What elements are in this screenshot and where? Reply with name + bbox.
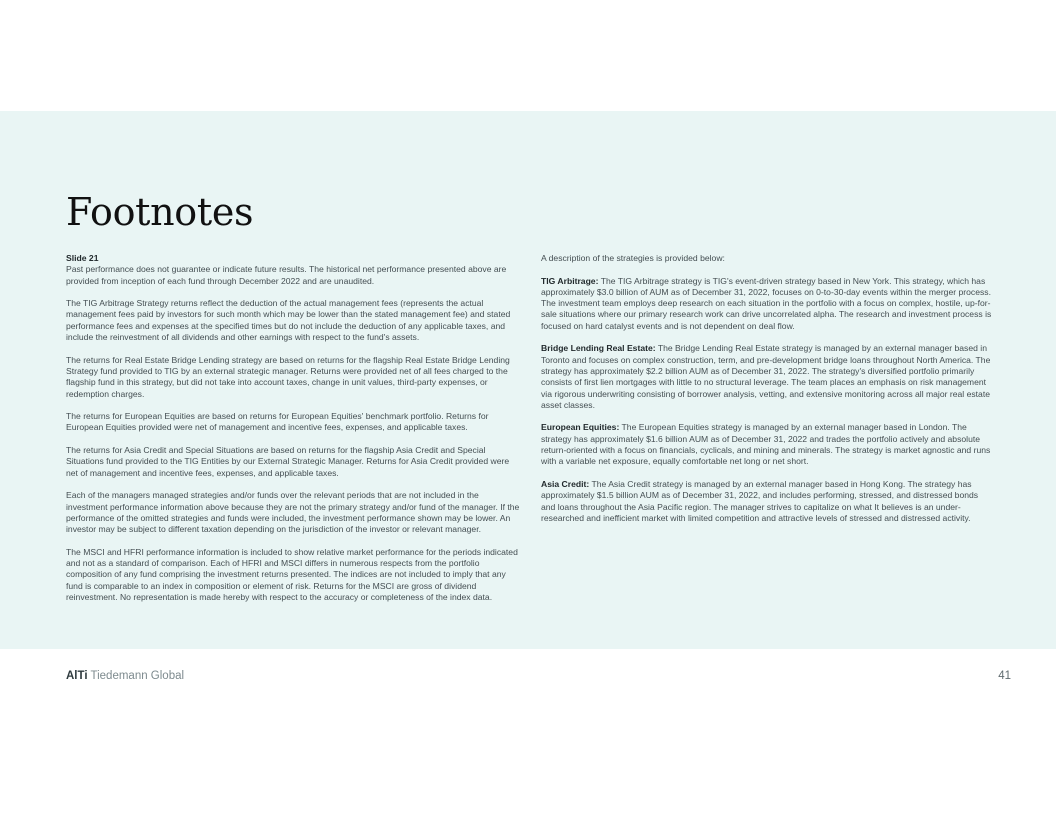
strategy-description: The TIG Arbitrage strategy is TIG's event-driven strategy based in New York. This strategy, which has approximately $3.0 billion of AUM as of December 31, 2022, focuses on 0-to-30-day events within the merger process. The investment team employs deep research on each situation in the portfolio with a focus on complex, hostile, up-for-sale situations where our primary research work can drive uncorrelated alpha. The research and investment process is focused on hard catalyst events and is not dependent on deal flow. [541, 275, 992, 331]
page-number: 41 [998, 670, 1011, 682]
strategy-term: TIG Arbitrage: [541, 275, 599, 286]
brand-name-rest: Tiedemann Global [87, 670, 185, 682]
strategy-term: European Equities: [541, 422, 620, 433]
strategy-tig-arbitrage [541, 276, 994, 332]
strategy-term: Bridge Lending Real Estate: [541, 343, 656, 354]
footnote-paragraph: The returns for Real Estate Bridge Lending strategy are based on returns for the flagship Real Estate Bridge Lending Strategy fund provided to TIG by an external strategic manager. Returns were provided net of all fees charged to the flagship fund in this strategy, but did not take into account taxes, change in unit values, third-party expenses, or redemption charges. [66, 354, 510, 399]
footnote-paragraph: The TIG Arbitrage Strategy returns reflect the deduction of the actual management fees (represents the actual management fees paid by investors for such month which may be lower than the stated management fee) and stated performance fees and expenses at the specified times but do not include the deduction of any applicable taxes, and include the reinvestment of all dividends and other earnings with respect to the fund's assets. [66, 298, 511, 343]
footnote-paragraph: The returns for European Equities are based on returns for European Equities' benchmark portfolio. Returns for European Equities provided were net of management and incentive fees, expenses, and applicable taxes. [66, 411, 489, 433]
strategy-description: The Bridge Lending Real Estate strategy is managed by an external manager based in Toronto and focuses on complex construction, term, and pre-development bridge loans throughout North America. The strategy has approximately $2.2 billion AUM as of December 31, 2022. The strategy's diversified portfolio primarily consists of first lien mortgages with little to no structural leverage. The team places an emphasis on risk management via rigorous underwriting consisting of borrower analysis, vetting, and extensive monitoring across all major real estate asset classes. [541, 343, 991, 410]
strategy-bridge-lending [541, 343, 994, 411]
strategy-description: The European Equities strategy is managed by an external manager based in London. The strategy has approximately $1.6 billion AUM as of December 31, 2022 and trades the portfolio actively and absolute return-oriented with a focus on financials, cyclicals, and mining and minerals. The strategy is market agnostic and runs with a variable net exposure, equally comfortable net long or net short. [541, 422, 991, 467]
strategy-asia-credit [541, 479, 994, 524]
right-strategies-column [541, 253, 994, 535]
strategy-european-equities [541, 422, 994, 467]
footnote-paragraph: Each of the managers managed strategies and/or funds over the relevant periods that are not included in the investment performance information above because they are not the primary strategy and/or fund of the manager. If the performance of the omitted strategies and funds were included, the investment performance shown may be lower. An investor may be subject to different taxation depending on the jurisdiction of the investor or relevant manager. [66, 490, 520, 535]
footer-brand [66, 670, 184, 682]
footnote-paragraph: The returns for Asia Credit and Special Situations are based on returns for the flagship Asia Credit and Special Situations fund provided to the TIG Entities by our External Strategic Manager. Returns for Asia Credit provided were net of management and incentive fees, expenses, and applicable taxes. [66, 445, 510, 478]
strategy-description: The Asia Credit strategy is managed by an external manager based in Hong Kong. The strategy has approximately $1.5 billion AUM as of December 31, 2022, and includes performing, stressed, and distressed bonds and loans throughout the Asia Pacific region. The manager strives to capitalize on what It believes is an under-researched and inefficient market with limited competition and attractive levels of stressed and distressed activity. [541, 478, 979, 523]
footnote-paragraph: The MSCI and HFRI performance information is included to show relative market performance for the periods indicated and not as a standard of comparison. Each of HFRI and MSCI differs in numerous respects from the portfolio composition of any fund comprising the investment returns presented. The indices are not included to imply that any fund is comparable to an index in composition or element of risk. Returns for the MSCI are gross of dividend reinvestment. No representation is made hereby with respect to the accuracy or completeness of the index data. [66, 546, 518, 602]
brand-name-bold: AlTi [66, 670, 88, 682]
strategies-intro: A description of the strategies is provided below: [541, 253, 725, 263]
left-footnotes-column [66, 253, 521, 615]
slide-reference [66, 253, 521, 287]
slide-label: Slide 21 [66, 253, 99, 263]
page-title: Footnotes [66, 190, 254, 234]
strategy-term: Asia Credit: [541, 478, 590, 489]
footnote-paragraph: Past performance does not guarantee or indicate future results. The historical net performance presented above are provided from inception of each fund through December 2022 and are unaudited. [66, 264, 507, 286]
